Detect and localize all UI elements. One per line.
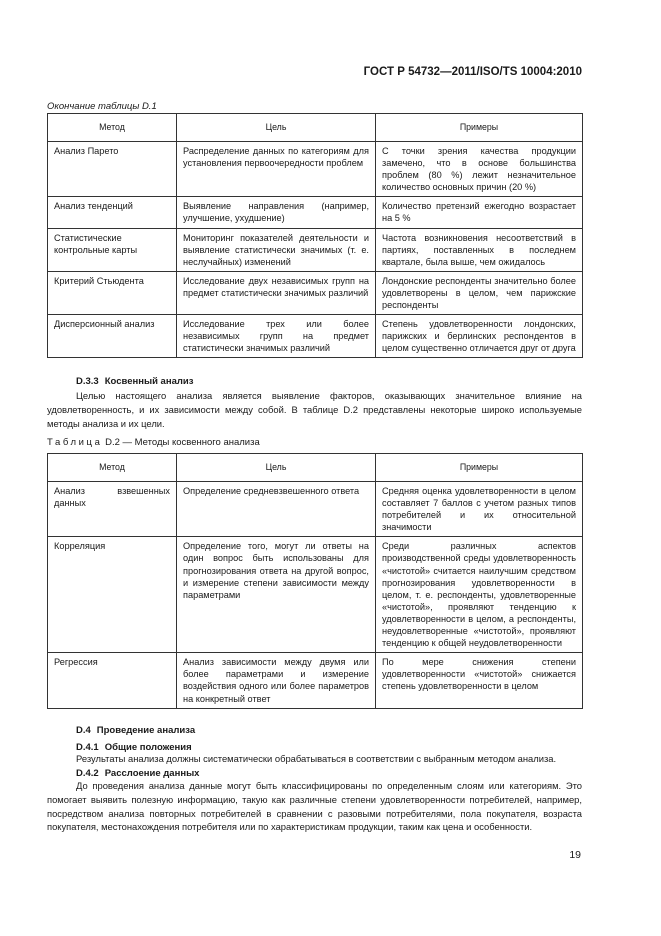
table2-caption-word: Таблица [47,437,103,448]
table-cell: Анализ тенденций [48,197,177,228]
document-header: ГОСТ Р 54732—2011/ISO/TS 10004:2010 [363,66,582,78]
table-cell: Исследование двух независимых групп на предмет статистически значимых различий [177,271,376,314]
table-row [48,653,583,708]
table2 [47,453,583,709]
table-row [48,482,583,537]
table-cell: По мере снижения степени удовлетворенности «чистотой» снижается степень удовлетворенности в целом [376,653,583,708]
section-number: D.4 [76,725,91,736]
table-row [48,142,583,197]
section-heading-d4 [76,725,195,736]
table-cell: Исследование трех или более независимых групп на предмет статистически значимых различий [177,315,376,358]
column-header: Метод [48,114,177,142]
table-cell: Мониторинг показателей деятельности и выявление статистически значимых (т. е. неслучайных) изменений [177,228,376,271]
table-row [48,271,583,314]
section-title: Общие положения [104,742,192,753]
paragraph-d42: До проведения анализа данные могут быть классифицированы по определенным слоям или категориям. Это помогает выявить полезную информацию, такую как различные степени удовлетворенности потребителей, например, посредством анализа повторных потребителей в сравнении с разовыми потребителями, пола покупателя, возраста покупателя, местонахождения потребителя или по характеристикам продукции, таким как цена и особенности. [47,780,582,833]
table-header-row [48,454,583,482]
table-row [48,197,583,228]
section-number: D.4.1 [76,742,99,753]
table-cell: Статистические контрольные карты [48,228,177,271]
table-cell: Корреляция [48,537,177,653]
table-row [48,228,583,271]
section-title: Проведение анализа [96,725,196,736]
table-cell: Дисперсионный анализ [48,315,177,358]
section-heading-d33 [76,376,193,387]
table-row [48,315,583,358]
table-cell: Определение того, могут ли ответы на один вопрос быть использованы для прогнозирования ответа на другой вопрос, и измерение степени зависимости между параметрами [177,537,376,653]
column-header: Цель [177,454,376,482]
column-header: Метод [48,454,177,482]
paragraph-d41: Результаты анализа должны систематически обрабатываться в соответствии с выбранным методом анализа. [76,753,557,764]
table-cell: Выявление направления (например, улучшение, ухудшение) [177,197,376,228]
table1 [47,113,583,358]
table2-caption-text: D.2 — Методы косвенного анализа [105,437,260,448]
table-cell: Степень удовлетворенности лондонских, парижских и берлинских респондентов в целом существенно отличается друг от друга [376,315,583,358]
table-cell: Анализ Парето [48,142,177,197]
section-number: D.4.2 [76,768,99,779]
table-cell: Определение средневзвешенного ответа [177,482,376,537]
section-title: Расслоение данных [104,768,200,779]
table-row [48,537,583,653]
table-cell: Средняя оценка удовлетворенности в целом составляет 7 баллов с учетом разных типов потребителей и их относительной значимости [376,482,583,537]
table-cell: Анализ взвешенных данных [48,482,177,537]
column-header: Цель [177,114,376,142]
table-cell: Лондонские респонденты значительно более удовлетворены в целом, чем парижские респонденты [376,271,583,314]
section-number: D.3.3 [76,376,99,387]
table-cell: Среди различных аспектов производственной среды удовлетворенность «чистотой» считается наилучшим средством прогнозирования удовлетворенности в целом, т. е. респонденты, удовлетворенные «чистотой», проявляют тенденцию к удовлетворенности в целом, а респонденты, неудовлетворенные «чистотой», проявляют тенденцию к общей неудовлетворенности [376,537,583,653]
table-cell: Частота возникновения несоответствий в партиях, поставленных в последнем квартале, была выше, чем ожидалось [376,228,583,271]
table2-caption [47,437,260,448]
table1-caption: Окончание таблицы D.1 [47,101,157,112]
table-cell: С точки зрения качества продукции замечено, что в основе большинства проблем (80 %) лежит незначительное количество основных причин (20 %) [376,142,583,197]
column-header: Примеры [376,114,583,142]
table-cell: Количество претензий ежегодно возрастает на 5 % [376,197,583,228]
table-cell: Анализ зависимости между двумя или более параметрами и измерение воздействия одного или более параметров на конкретный ответ [177,653,376,708]
table-header-row [48,114,583,142]
table-cell: Регрессия [48,653,177,708]
paragraph-d33: Целью настоящего анализа является выявление факторов, оказывающих значительное влияние на удовлетворенность, и их зависимости между собой. В таблице D.2 представлены некоторые широко используемые методы анализа и их цели. [47,390,582,429]
section-heading-d42 [76,768,199,779]
column-header: Примеры [376,454,583,482]
page-number: 19 [569,849,581,861]
section-title: Косвенный анализ [104,376,194,387]
table-cell: Критерий Стьюдента [48,271,177,314]
table-cell: Распределение данных по категориям для установления первоочередности проблем [177,142,376,197]
